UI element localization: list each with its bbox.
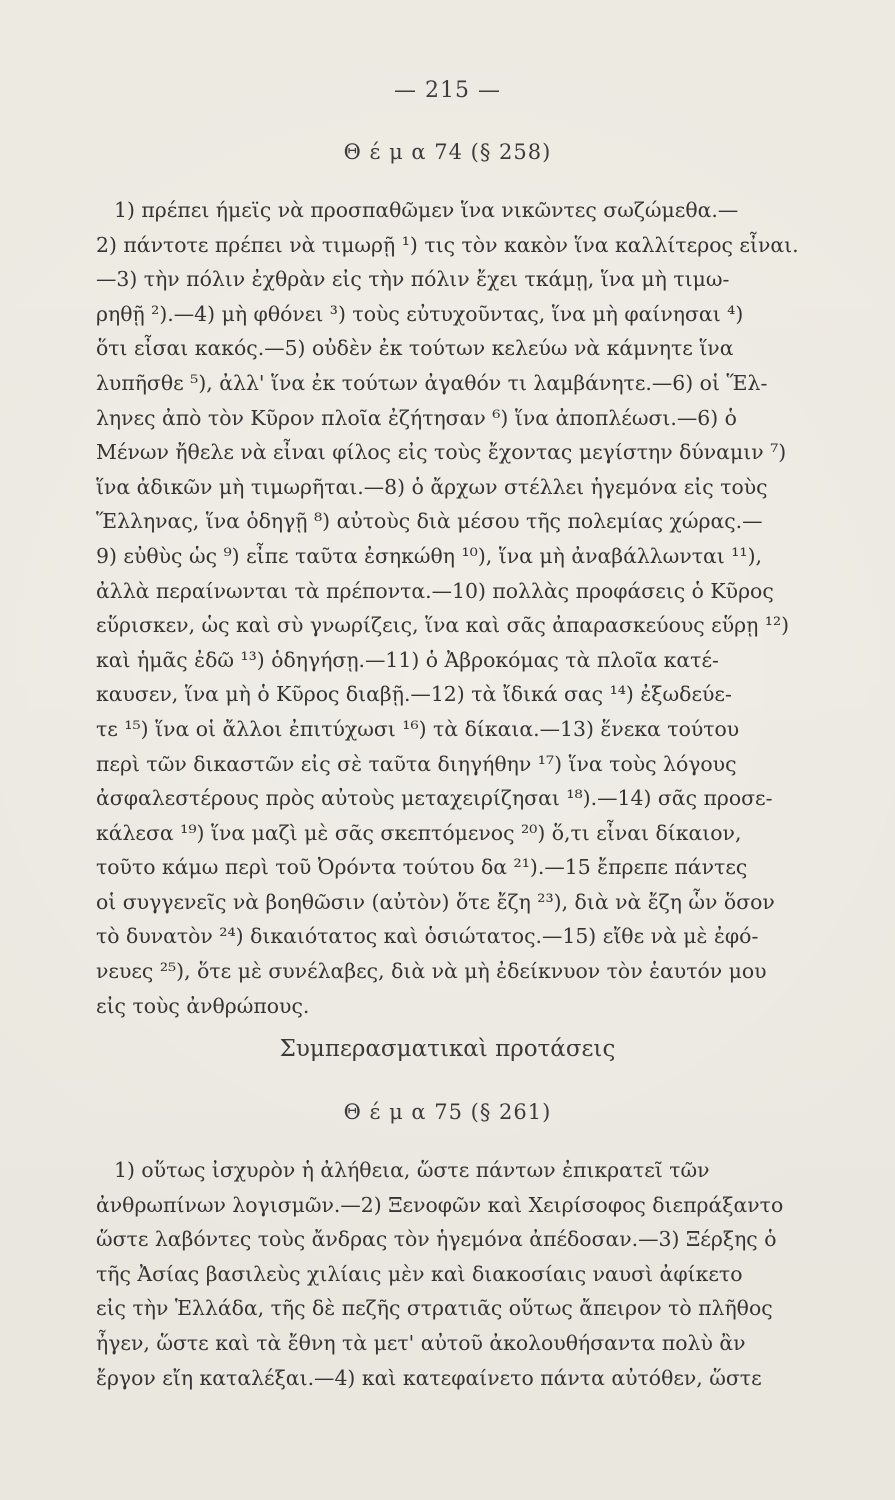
text-line: ληνες ἀπὸ τὸν Κῦρον πλοῖα ἐζήτησαν ⁶) ἵνα ἀποπλέωσι.—6) ὁ (96, 405, 737, 430)
text-line: ἀσφαλεστέρους πρὸς αὐτοὺς μεταχειρίζησαι ¹⁸).—14) σᾶς προσε- (96, 786, 773, 811)
text-line: 9) εὐθὺς ὡς ⁹) εἶπε ταῦτα ἐσηκώθη ¹⁰), ἵνα μὴ ἀναβάλλωνται ¹¹), (96, 543, 763, 568)
text-line: τε ¹⁵) ἵνα οἱ ἄλλοι ἐπιτύχωσι ¹⁶) τὰ δίκαια.—13) ἕνεκα τούτου (96, 716, 740, 741)
text-line: περὶ τῶν δικαστῶν εἰς σὲ ταῦτα διηγήθην ¹⁷) ἵνα τοὺς λόγους (96, 751, 737, 776)
text-line: —3) τὴν πόλιν ἐχθρὰν εἰς τὴν πόλιν ἔχει τκάμῃ, ἵνα μὴ τιμω- (96, 267, 730, 292)
text-line: νευες ²⁵), ὅτε μὲ συνέλαβες, διὰ νὰ μὴ ἐδείκνυον τὸν ἑαυτόν μου (96, 959, 767, 984)
text-line: ρηθῇ ²).—4) μὴ φθόνει ³) τοὺς εὐτυχοῦντας, ἵνα μὴ φαίνησαι ⁴) (96, 301, 744, 326)
text-line: ἦγεν, ὥστε καὶ τὰ ἔθνη τὰ μετ' αὐτοῦ ἀκολουθήσαντα πολὺ ἂν (96, 1330, 746, 1355)
text-line: τὸ δυνατὸν ²⁴) δικαιότατος καὶ ὁσιώτατος.—15) εἴθε νὰ μὲ ἐφό- (96, 924, 759, 949)
text-line: κάλεσα ¹⁹) ἵνα μαζὶ μὲ σᾶς σκεπτόμενος ²⁰) ὅ,τι εἶναι δίκαιον, (96, 820, 742, 845)
text-line: ὅτι εἶσαι κακός.—5) οὐδὲν ἐκ τούτων κελεύω νὰ κάμνητε ἵνα (96, 336, 734, 361)
text-line: εἰς τὴν Ἑλλάδα, τῆς δὲ πεζῆς στρατιᾶς οὕτως ἄπειρον τὸ πλῆθος (96, 1296, 773, 1321)
text-line: ἔργον εἴη καταλέξαι.—4) καὶ κατεφαίνετο πάντα αὐτόθεν, ὥστε (96, 1365, 762, 1390)
theme-heading-75: Θ έ μ α 75 (§ 261) (343, 1100, 552, 1124)
text-line: οἱ συγγενεῖς νὰ βοηθῶσιν (αὐτὸν) ὅτε ἔζη ²³), διὰ νὰ ἔζη ὧν ὅσον (96, 889, 775, 914)
text-line: τοῦτο κάμω περὶ τοῦ Ὀρόντα τούτου δα ²¹).—15 ἔπρεπε πάντες (96, 855, 748, 880)
text-line: ἵνα ἀδικῶν μὴ τιμωρῆται.—8) ὁ ἄρχων στέλλει ἡγεμόνα εἰς τοὺς (96, 474, 768, 499)
section-heading: Συμπερασματικαὶ προτάσεις (279, 1036, 616, 1062)
text-line: λυπῆσθε ⁵), ἀλλ' ἵνα ἐκ τούτων ἀγαθόν τι λαμβάνητε.—6) οἱ Ἕλ- (96, 370, 768, 395)
text-line: καὶ ἡμᾶς ἐδῶ ¹³) ὁδηγήσῃ.—11) ὁ Ἀβροκόμας τὰ πλοῖα κατέ- (96, 647, 719, 672)
text-line: καυσεν, ἵνα μὴ ὁ Κῦρος διαβῇ.—12) τὰ ἴδικά σας ¹⁴) ἐξωδεύε- (96, 682, 732, 707)
theme-heading-74: Θ έ μ α 74 (§ 258) (343, 140, 552, 164)
text-line: εὕρισκεν, ὡς καὶ σὺ γνωρίζεις, ἵνα καὶ σᾶς ἀπαρασκεύους εὕρῃ ¹²) (96, 613, 790, 638)
text-line: 1) πρέπει ήμεϊς νὰ προσπαθῶμεν ἵνα νικῶντες σωζώμεθα.— (114, 198, 739, 222)
text-line: Ἕλληνας, ἵνα ὁδηγῇ ⁸) αὐτοὺς διὰ μέσου τῆς πολεμίας χώρας.— (96, 509, 763, 534)
theme-74-text (96, 193, 816, 1023)
page-number: — 215 — (394, 78, 501, 103)
text-line: ἀνθρωπίνων λογισμῶν.—2) Ξενοφῶν καὶ Χειρίσοφος διεπράξαντο (96, 1192, 784, 1217)
text-line: εἰς τοὺς ἀνθρώπους. (96, 993, 310, 1018)
text-line: ἀλλὰ περαίνωνται τὰ πρέποντα.—10) πολλὰς προφάσεις ὁ Κῦρος (96, 578, 774, 603)
theme-75-text (96, 1153, 816, 1395)
text-line: ὥστε λαβόντες τοὺς ἄνδρας τὸν ἡγεμόνα ἀπέδοσαν.—3) Ξέρξης ὁ (96, 1227, 777, 1252)
text-line: 2) πάντοτε πρέπει νὰ τιμωρῇ ¹) τις τὸν κακὸν ἵνα καλλίτερος εἶναι. (96, 232, 799, 257)
text-line: Μένων ἤθελε νὰ εἶναι φίλος εἰς τοὺς ἔχοντας μεγίστην δύναμιν ⁷) (96, 440, 787, 465)
text-line: τῆς Ἀσίας βασιλεὺς χιλίαις μὲν καὶ διακοσίαις ναυσὶ ἀφίκετο (96, 1261, 743, 1286)
text-line: 1) οὕτως ἰσχυρὸν ἡ ἀλήθεια, ὥστε πάντων ἐπικρατεῖ τῶν (114, 1158, 710, 1182)
